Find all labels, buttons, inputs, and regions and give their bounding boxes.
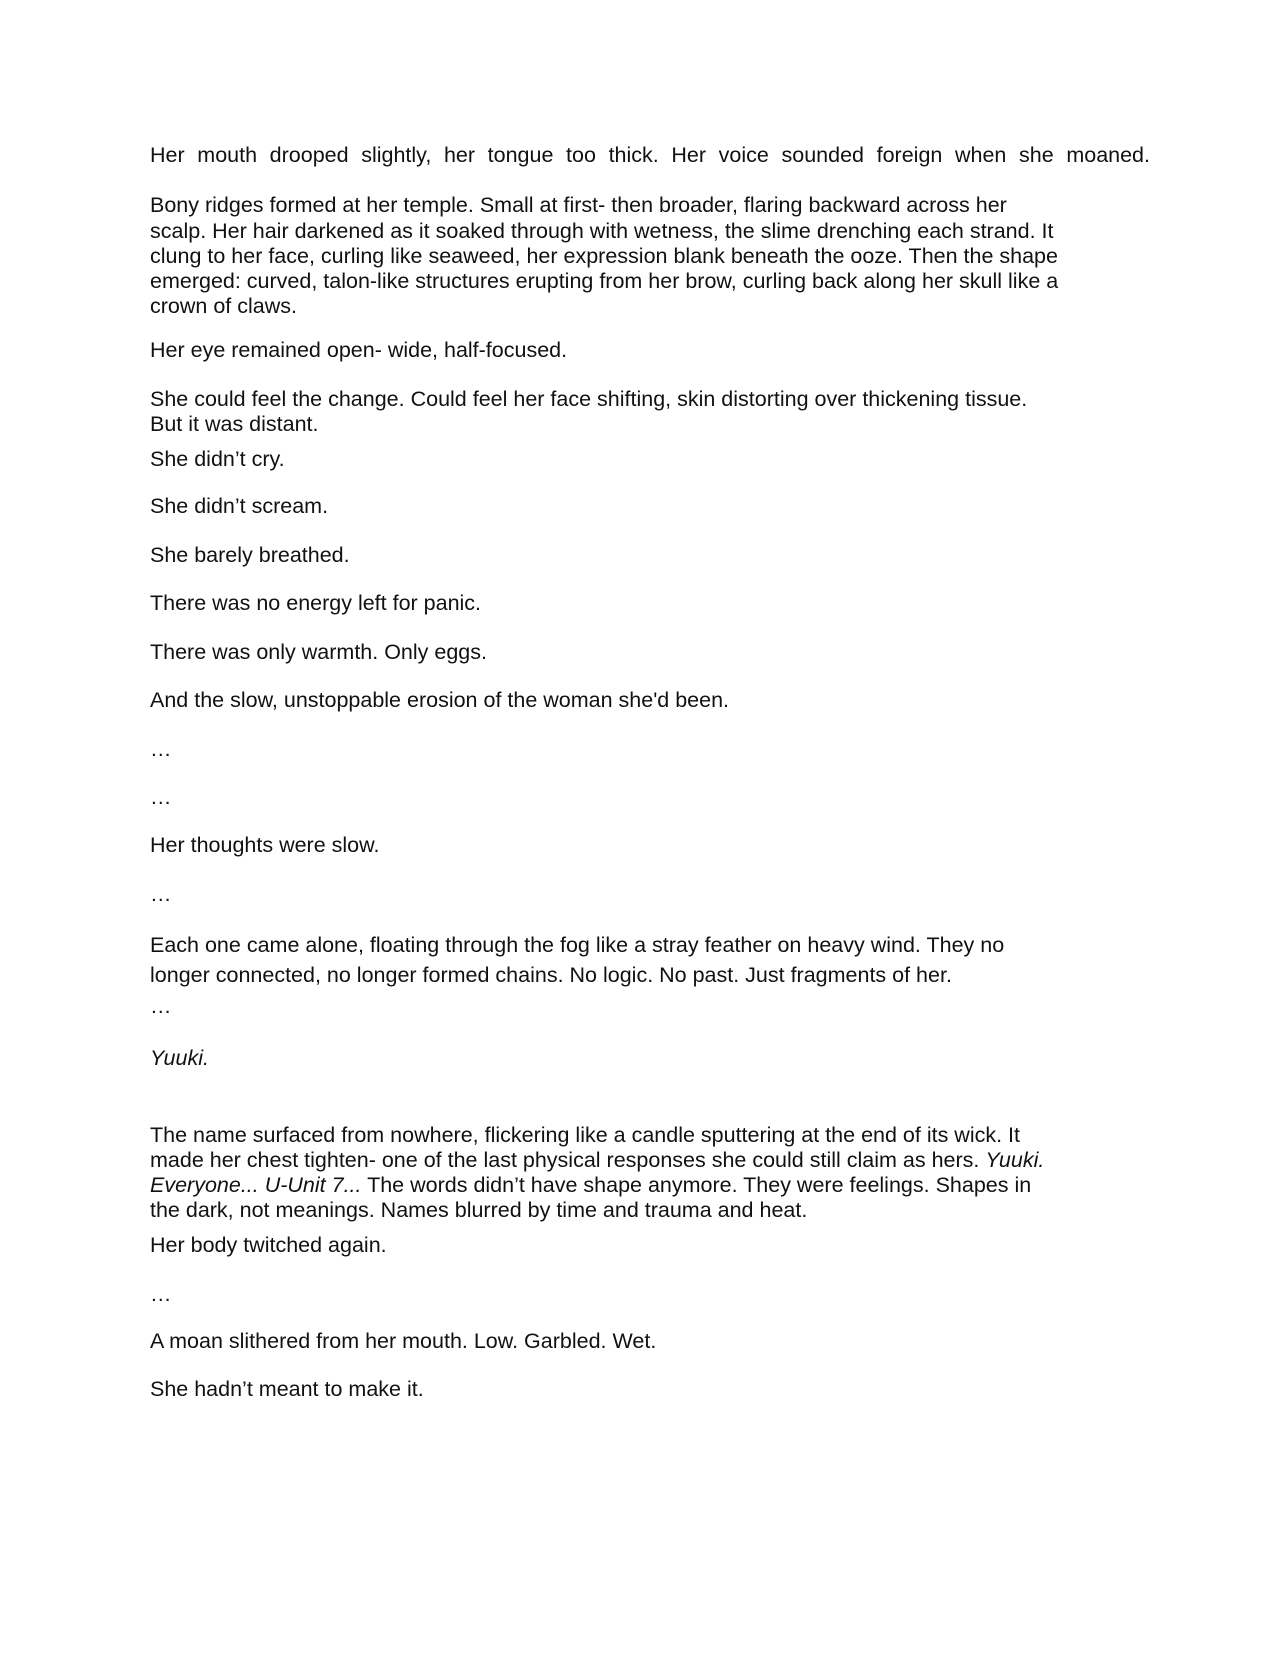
- paragraph: She barely breathed.: [150, 543, 350, 567]
- text-line: Each one came alone, floating through the fog like a stray feather on heavy wind. They no: [150, 933, 1005, 957]
- paragraph: There was no energy left for panic.: [150, 591, 482, 615]
- ellipsis-line: …: [150, 737, 172, 761]
- paragraph: She hadn’t meant to make it.: [150, 1377, 424, 1401]
- ellipsis-line: …: [150, 785, 172, 809]
- paragraph: Her body twitched again.: [150, 1233, 387, 1257]
- paragraph: She didn’t cry.: [150, 447, 285, 471]
- paragraph: And the slow, unstoppable erosion of the woman she'd been.: [150, 688, 730, 712]
- ellipsis-line: …: [150, 1282, 172, 1306]
- ellipsis-line: …: [150, 882, 172, 906]
- paragraph: Her mouth drooped slightly, her tongue too thick. Her voice sounded foreign when she moaned.: [150, 143, 1150, 167]
- text-line: But it was distant.: [150, 412, 319, 436]
- text-line: clung to her face, curling like seaweed, her expression blank beneath the ooze. Then the shape: [150, 244, 1058, 268]
- paragraph: [150, 1123, 1150, 1223]
- text-line: Bony ridges formed at her temple. Small at first- then broader, flaring backward across her: [150, 193, 1007, 217]
- paragraph: [150, 191, 1150, 319]
- paragraph: She didn’t scream.: [150, 494, 329, 518]
- text-line: She could feel the change. Could feel her face shifting, skin distorting over thickening tissue.: [150, 387, 1028, 411]
- text-line: longer connected, no longer formed chains. No logic. No past. Just fragments of her.: [150, 963, 952, 987]
- paragraph: Her thoughts were slow.: [150, 833, 380, 857]
- italic-run: Yuuki.: [985, 1148, 1045, 1172]
- text-line: the dark, not meanings. Names blurred by time and trauma and heat.: [150, 1198, 808, 1222]
- italic-name: Yuuki.: [150, 1046, 209, 1070]
- paragraph: There was only warmth. Only eggs.: [150, 640, 487, 664]
- paragraph: Her eye remained open- wide, half-focused.: [150, 338, 568, 362]
- ellipsis-line: …: [150, 994, 172, 1018]
- text-line: The name surfaced from nowhere, flickering like a candle sputtering at the end of its wick. It: [150, 1123, 1020, 1147]
- paragraph: [150, 387, 1150, 437]
- text-run: made her chest tighten- one of the last physical responses she could still claim as hers.: [150, 1148, 980, 1172]
- text-line: scalp. Her hair darkened as it soaked through with wetness, the slime drenching each strand. It: [150, 219, 1054, 243]
- text-line: crown of claws.: [150, 294, 297, 318]
- text-run: The words didn’t have shape anymore. They were feelings. Shapes in: [367, 1173, 1032, 1197]
- paragraph: A moan slithered from her mouth. Low. Garbled. Wet.: [150, 1329, 657, 1353]
- paragraph: [150, 929, 1150, 989]
- text-line: [150, 1173, 1150, 1198]
- text-line: [150, 1148, 1150, 1173]
- italic-run: Everyone... U-Unit 7...: [150, 1173, 362, 1197]
- text-line: emerged: curved, talon-like structures erupting from her brow, curling back along her skull like a: [150, 269, 1059, 293]
